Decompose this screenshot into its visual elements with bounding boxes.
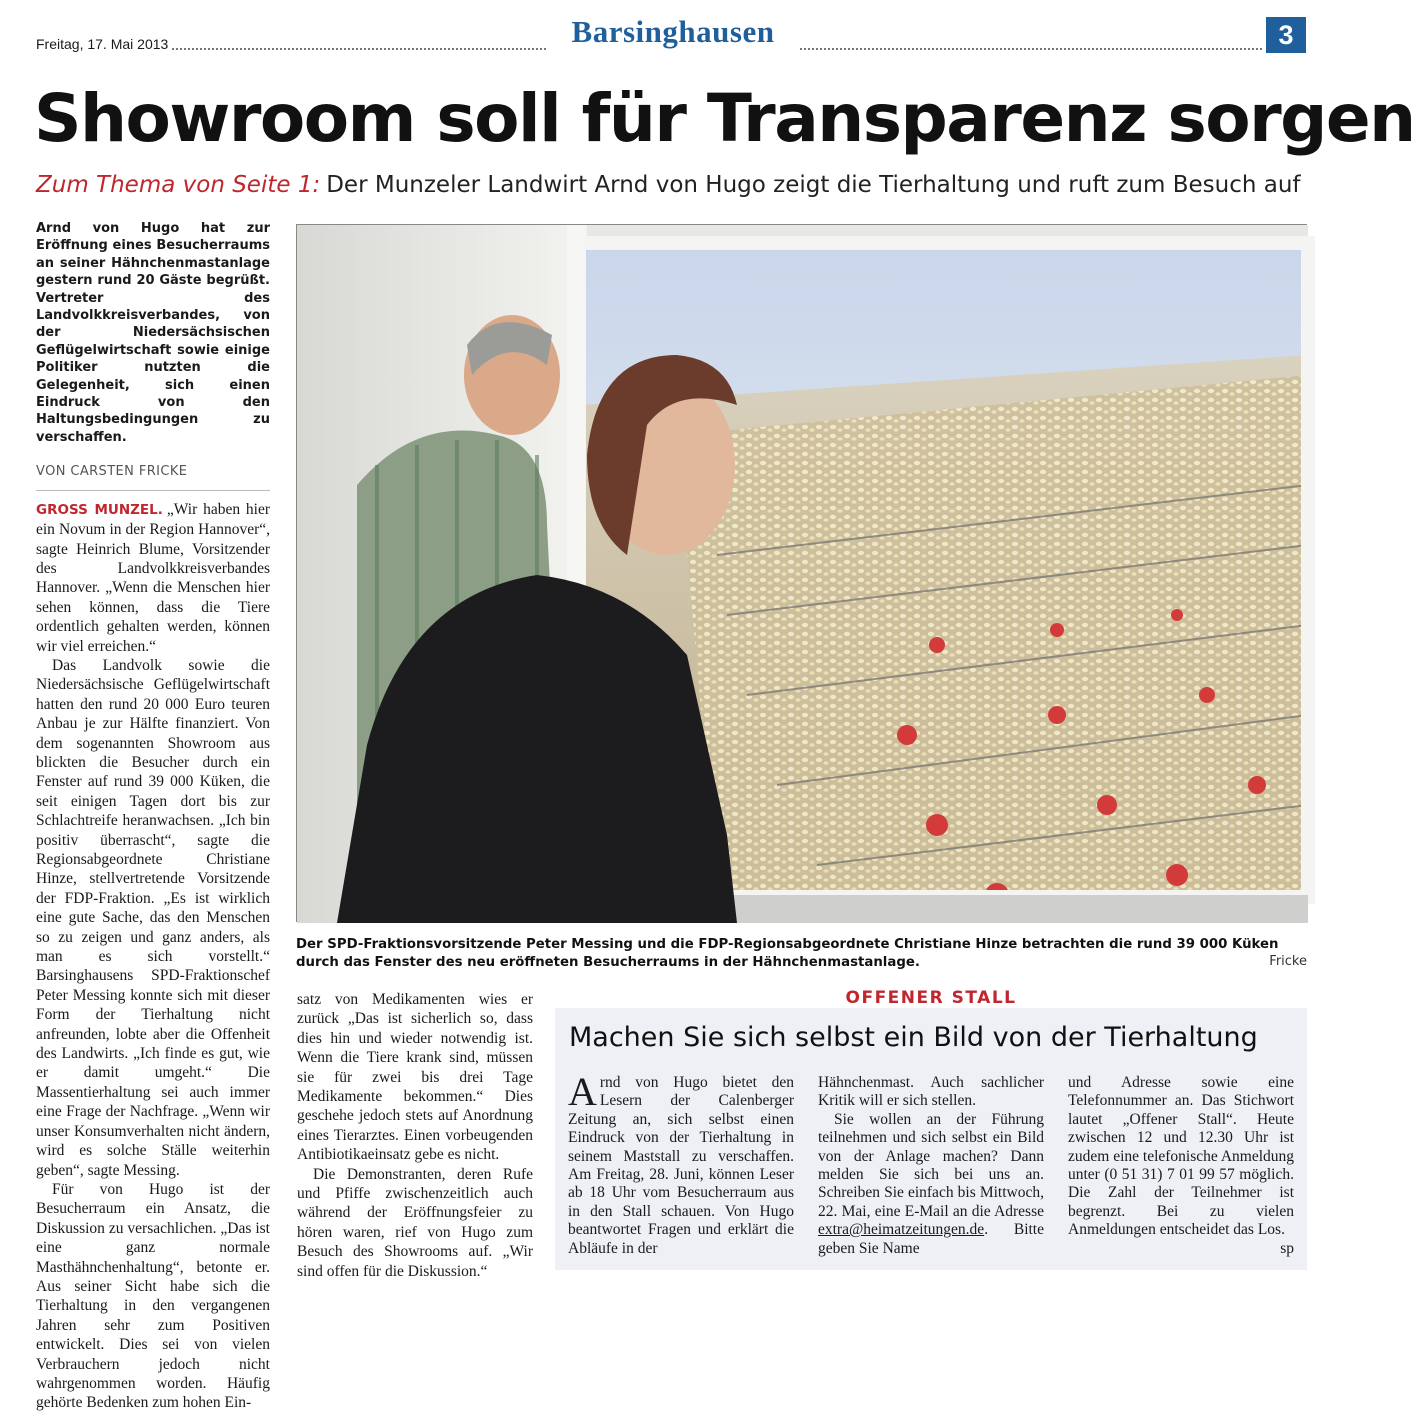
info-box-column-1: [568, 1069, 794, 1258]
info-box-text-2b: [818, 1111, 1044, 1258]
article-paragraph-1: [36, 500, 270, 656]
drop-cap: A: [568, 1069, 597, 1114]
info-box-title: Machen Sie sich selbst ein Bild von der Tierhaltung: [569, 1022, 1258, 1053]
email-link[interactable]: extra@heimatzeitungen.de: [818, 1221, 985, 1239]
photo-caption: Der SPD-Fraktionsvorsitzende Peter Messing und die FDP-Regionsabgeordnete Christiane Hinze betrachten die rund 39 000 Küken durch das Fenster des neu eröffneten Besucherraums in der Hähnchenmastanlage.: [296, 937, 1279, 970]
info-box-column-2: [818, 1074, 1044, 1258]
stall-window-illustration: [297, 225, 1308, 923]
issue-date: Freitag, 17. Mai 2013: [36, 36, 172, 52]
byline: VON CARSTEN FRICKE: [36, 464, 188, 480]
photo-credit: Fricke: [1269, 954, 1307, 969]
subheadline: [36, 172, 1301, 198]
page-number-badge: 3: [1266, 17, 1306, 53]
headline: Showroom soll für Transparenz sorgen: [34, 80, 1415, 157]
dateline: GROSS MUNZEL.: [36, 501, 163, 518]
info-box-text-1: rnd von Hugo bietet den Lesern der Calenberger Zeitung an, sich selbst einen Eindruck von der Tierhaltung in seinem Maststall zu verschaffen. Am Freitag, 28. Juni, können Leser ab 18 Uhr vom Besucherraum aus in den Stall schauen. Von Hugo beantwortet Fragen und erklärt die Abläufe in der: [568, 1074, 794, 1257]
paragraph-1-text: „Wir haben hier ein Novum in der Region Hannover“, sagte Heinrich Blume, Vorsitzender des Landvolkkreisverbandes Hannover. „Wenn die Menschen hier sehen können, dass die Tiere ordentlich gehalten werden, können wir viel erreichen.“: [36, 500, 271, 655]
subheadline-kicker: Zum Thema von Seite 1:: [36, 172, 321, 198]
article-paragraph-4: satz von Medikamenten wies er zurück „Das ist sicherlich so, dass dies hin und wieder notwendig ist. Wenn die Tiere krank sind, müssen sie für zwei bis drei Tage Medikamente bekommen.“ Dies geschehe jedoch stets auf Anordnung eines Tierarztes. Einen vorbeugenden Antibiotikaeinsatz gebe es nicht.: [297, 991, 533, 1164]
article-paragraph-3: Für von Hugo ist der Besucherraum ein Ansatz, die Diskussion zu versachlichen. „Das ist eine ganz normale Masthähnchenhaltung“, betonte er. Aus seiner Sicht habe sich die Tierhaltung in den vergangenen Jahren sehr zum Positiven entwickelt. Dies sei von vielen Verbrauchern jedoch nicht wahrgenommen worden. Häufig gehörte Bedenken zum hohen Ein-: [36, 1180, 270, 1412]
article-paragraph-2: Das Landvolk sowie die Niedersächsische Geflügelwirtschaft hatten den rund 20 000 Euro teuren Anbau je zur Hälfte finanziert. Von dem sogenannten Showroom aus blickten die Besucher durch ein Fenster auf rund 39 000 Küken, die seit einigen Tagen dort bis zur Schlachtreife heranwachsen. „Ich bin positiv überrascht“, sagte die Regionsabgeordnete Christiane Hinze, stellvertretende Vorsitzende der FDP-Fraktion. „Es ist wirklich eine gute Sache, das den Menschen so zu zeigen und ganz anders, als man es sich vorstellt.“ Barsinghausens SPD-Fraktionschef Peter Messing konnte sich mit dieser Form der Tierhaltung nicht anfreunden, lobte aber die Offenheit des Landwirts. „Ich finde es gut, wie er damit umgeht.“ Die Massentierhaltung sei auch immer eine Frage der Nachfrage. „Wenn wir unser Konsumverhalten nicht ändern, wird es solche Ställe weiterhin geben“, sagte Messing.: [36, 656, 270, 1179]
subheadline-text: Der Munzeler Landwirt Arnd von Hugo zeigt die Tierhaltung und ruft zum Besuch auf: [326, 172, 1301, 198]
info-box-text-3: und Adresse sowie eine Telefonnummer an. Das Stichwort lautet „Offener Stall“. Heute zwischen 12 und 12.30 Uhr ist zudem eine telefonische Anmeldung unter (0 51 31) 7 01 99 57 möglich. Die Zahl der Teilnehmer ist begrenzt. Bei zu vielen Anmeldungen entscheidet das Los.: [1068, 1074, 1294, 1239]
page-header: [36, 14, 1306, 54]
article-lead: Arnd von Hugo hat zur Eröffnung eines Besucherraums an seiner Hähnchenmastanlage gestern rund 20 Gäste begrüßt. Vertreter des Landvolkkreisverbandes, von der Niedersächsischen Geflügelwirtschaft sowie einige Politiker nutzten die Gelegenheit, sich einen Eindruck von den Haltungsbedingungen zu verschaffen.: [36, 221, 270, 445]
article-photo: [296, 224, 1307, 922]
article-column-2: [297, 990, 533, 1281]
info-box-text-2b-body: Sie wollen an der Führung teilnehmen und sich selbst ein Bild von der Anlage machen? Dann melden Sie sich bei uns an. Schreiben Sie einfach bis Mittwoch, 22. Mai, eine E-Mail an die Adresse: [818, 1110, 1044, 1220]
section-title: Barsinghausen: [548, 14, 798, 50]
info-box-text-2a: Hähnchenmast. Auch sachlicher Kritik will er sich stellen.: [818, 1074, 1044, 1110]
article-paragraph-5: Die Demonstranten, deren Rufe und Pfiffe zwischenzeitlich auch während der Eröffnungsfeier zu hören waren, rief von Hugo zum Besuch des Showrooms auf. „Wir sind offen für die Diskussion.“: [297, 1165, 533, 1280]
article-column-1: [36, 220, 270, 1413]
byline-divider: [36, 490, 270, 491]
author-signature: sp: [1280, 1239, 1294, 1257]
info-box-text-2c: . Bitte geben Sie Name: [818, 1221, 1044, 1257]
info-box-kicker: OFFENER STALL: [845, 988, 1017, 1008]
info-box-column-3: [1068, 1074, 1294, 1258]
